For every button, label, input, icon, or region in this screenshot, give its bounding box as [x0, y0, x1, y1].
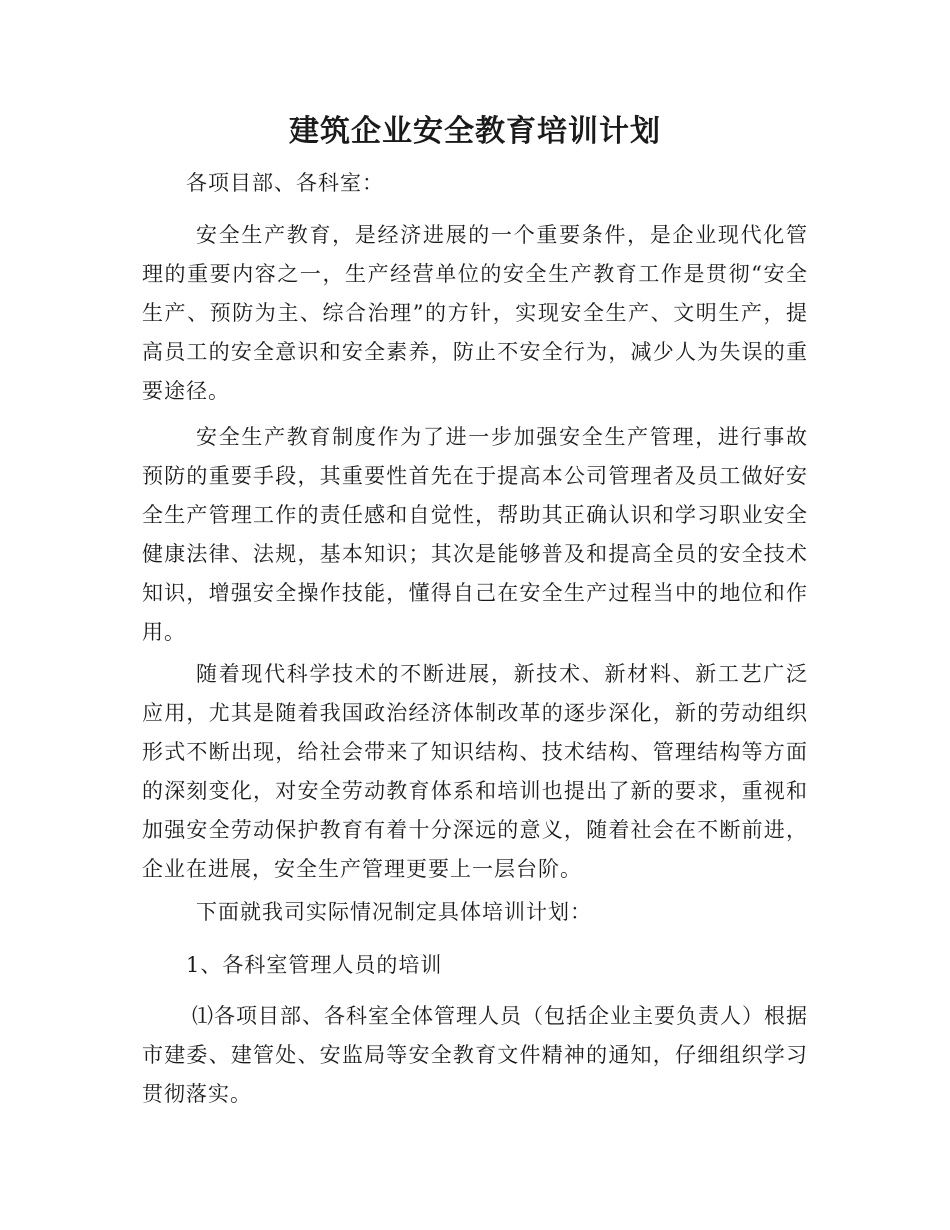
paragraph-development: 随着现代科学技术的不断进展，新技术、新材料、新工艺广泛应用，尤其是随着我国政治经济体制改革的逐步深化，新的劳动组织形式不断出现，给社会带来了知识结构、技术结构、管理结构等方面的深刻变化，对安全劳动教育体系和培训也提出了新的要求，重视和加强安全劳动保护教育有着十分深远的意义，随着社会在不断前进，企业在进展，安全生产管理更要上一层台阶。 [142, 662, 808, 881]
salutation: 各项目部、各科室： [186, 171, 384, 195]
paragraph-plan-intro: 下面就我司实际情况制定具体培训计划： [196, 900, 592, 924]
paragraph-education-system: 安全生产教育制度作为了进一步加强安全生产管理，进行事故预防的重要手段，其重要性首先在于提高本公司管理者及员工做好安全生产管理工作的责任感和自觉性，帮助其正确认识和学习职业安全健康法律、法规，基本知识；其次是能够普及和提高全员的安全技术知识，增强安全操作技能，懂得自己在安全生产过程当中的地位和作用。 [142, 425, 808, 644]
section-heading-staff-training: 1、各科室管理人员的培训 [186, 953, 443, 977]
document-title: 建筑企业安全教育培训计划 [289, 114, 661, 149]
paragraph-importance: 安全生产教育，是经济进展的一个重要条件，是企业现代化管理的重要内容之一，生产经营单位的安全生产教育工作是贯彻“安全生产、预防为主、综合治理”的方针，实现安全生产、文明生产，提高员工的安全意识和安全素养，防止不安全行为，减少人为失误的重要途径。 [142, 223, 808, 403]
section-item-1: ⑴各项目部、各科室全体管理人员（包括企业主要负责人）根据市建委、建管处、安监局等安全教育文件精神的通知，仔细组织学习贯彻落实。 [142, 1004, 808, 1106]
